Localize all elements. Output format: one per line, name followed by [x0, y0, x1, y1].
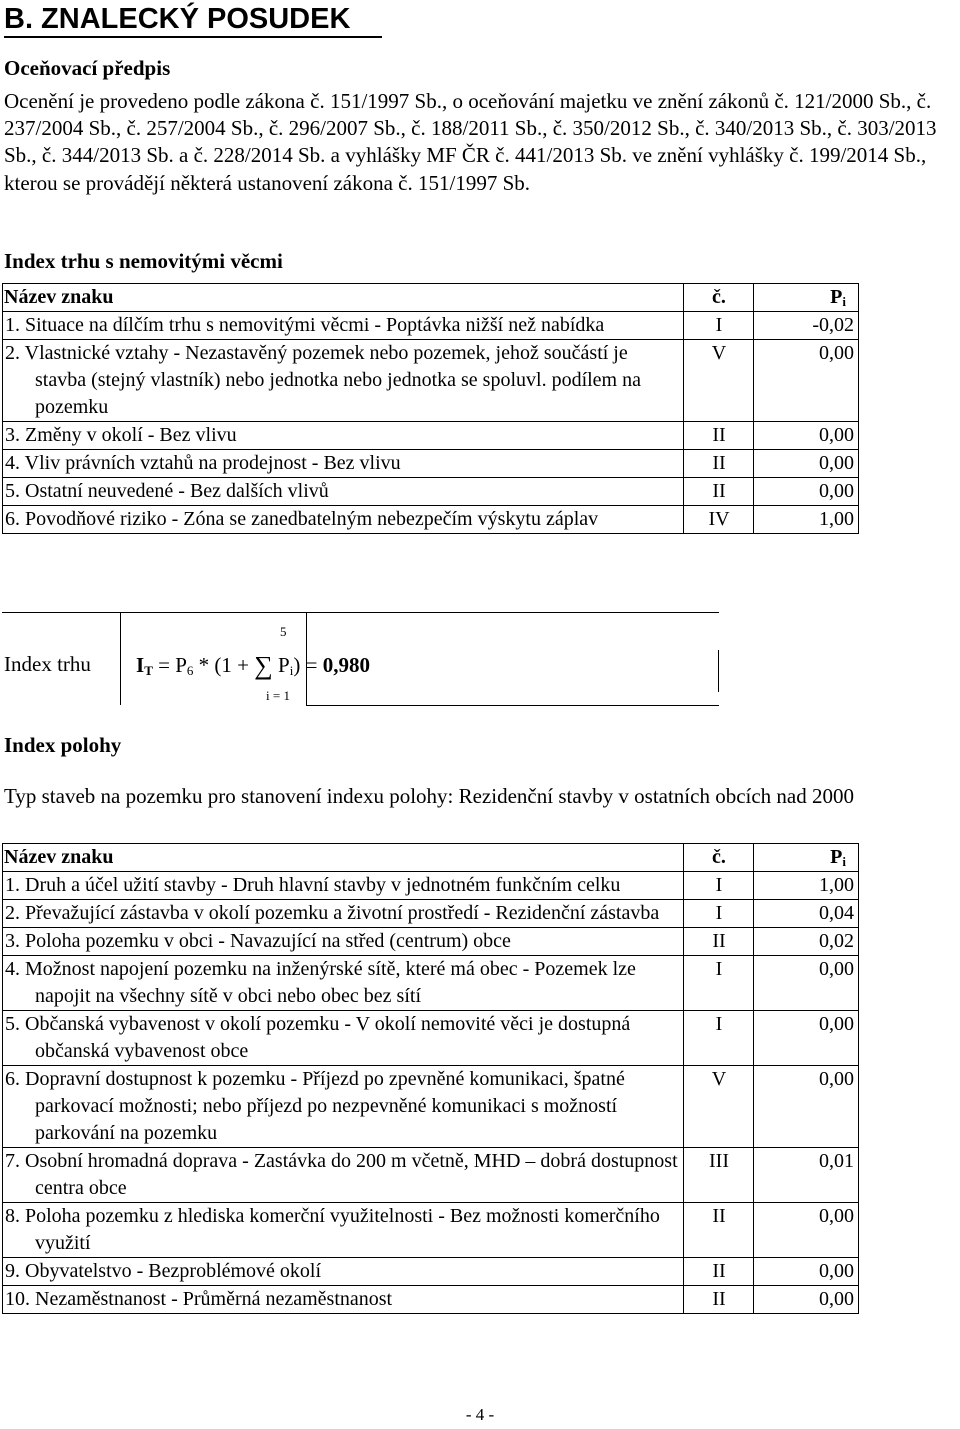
table-row: [3, 478, 859, 506]
table-row: [3, 1148, 859, 1203]
row-value: 0,00: [754, 422, 859, 450]
row-value: 0,02: [754, 928, 859, 956]
table-row: [3, 340, 859, 422]
header-no: č.: [684, 284, 754, 312]
index-trhu-title: Index trhu s nemovitými věcmi: [4, 249, 283, 273]
row-no: II: [684, 928, 754, 956]
row-name: 1. Druh a účel užití stavby - Druh hlavní stavby v jednotném funkčním celku: [3, 872, 684, 900]
row-no: I: [684, 1011, 754, 1066]
sum-upper-limit: 5: [280, 624, 287, 639]
row-no: II: [684, 1203, 754, 1258]
index-polohy-title: Index polohy: [4, 733, 122, 757]
row-value: 0,01: [754, 1148, 859, 1203]
index-trhu-result: 0,980: [322, 653, 370, 677]
table-row: [3, 928, 859, 956]
row-no: I: [684, 900, 754, 928]
row-name: 6. Povodňové riziko - Zóna se zanedbatelným nebezpečím výskytu záplav: [3, 506, 684, 534]
row-name: 5. Občanská vybavenost v okolí pozemku - V okolí nemovité věci je dostupná občanská vybavenost obce: [3, 1011, 684, 1066]
sum-lower-limit: i = 1: [266, 688, 290, 703]
index-polohy-table: [2, 843, 859, 1314]
row-no: I: [684, 312, 754, 340]
row-no: I: [684, 872, 754, 900]
table-row: [3, 422, 859, 450]
table-row: [3, 1203, 859, 1258]
row-value: -0,02: [754, 312, 859, 340]
table-header-row: [3, 844, 859, 872]
row-value: 1,00: [754, 506, 859, 534]
row-no: IV: [684, 506, 754, 534]
row-name: 2. Převažující zástavba v okolí pozemku a životní prostředí - Rezidenční zástavba: [3, 900, 684, 928]
row-no: V: [684, 1066, 754, 1148]
row-name: 10. Nezaměstnanost - Průměrná nezaměstnanost: [3, 1286, 684, 1314]
row-name: 3. Poloha pozemku v obci - Navazující na střed (centrum) obce: [3, 928, 684, 956]
row-value: 0,00: [754, 478, 859, 506]
row-no: II: [684, 1258, 754, 1286]
row-value: 1,00: [754, 872, 859, 900]
table-row: [3, 1258, 859, 1286]
row-name: 6. Dopravní dostupnost k pozemku - Příjezd po zpevněné komunikaci, špatné parkovací možnosti; nebo příjezd po nezpevněné komunikaci s možností parkování na pozemku: [3, 1066, 684, 1148]
header-p: $P_i$: [754, 844, 859, 872]
row-name: 8. Poloha pozemku z hlediska komerční využitelnosti - Bez možnosti komerčního využití: [3, 1203, 684, 1258]
table-row: [3, 450, 859, 478]
table-row: [3, 312, 859, 340]
section-heading: B. ZNALECKÝ POSUDEK: [4, 2, 382, 38]
oceneni-title: Oceňovací předpis: [4, 56, 171, 80]
table-row: [3, 1011, 859, 1066]
formula-top-line: [120, 612, 306, 613]
header-name: Název znaku: [3, 844, 684, 872]
index-trhu-formula: $I_T = P_6 * (1$ + ∑ $P_i) = 0,980$: [136, 651, 370, 680]
row-name: 1. Situace na dílčím trhu s nemovitými věcmi - Poptávka nižší než nabídka: [3, 312, 684, 340]
index-polohy-intro: Typ staveb na pozemku pro stanovení indexu polohy: Rezidenční stavby v ostatních obcích nad 2000: [4, 784, 855, 808]
row-value: 0,00: [754, 1066, 859, 1148]
header-name: Název znaku: [3, 284, 684, 312]
sigma-symbol: ∑: [254, 651, 273, 680]
row-value: 0,00: [754, 340, 859, 422]
formula-label: Index trhu: [4, 652, 91, 676]
row-value: 0,00: [754, 1011, 859, 1066]
row-no: II: [684, 1286, 754, 1314]
row-name: 4. Vliv právních vztahů na prodejnost - Bez vlivu: [3, 450, 684, 478]
row-no: II: [684, 478, 754, 506]
table-row: [3, 506, 859, 534]
row-value: 0,00: [754, 1258, 859, 1286]
row-no: I: [684, 956, 754, 1011]
oceneni-text: Ocenění je provedeno podle zákona č. 151/1997 Sb., o oceňování majetku ve znění zákonů č. 121/2000 Sb., č. 237/2004 Sb., č. 257/2004 Sb., č. 296/2007 Sb., č. 188/2011 Sb., č. 350/2012 Sb., č. 340/2013 Sb., č. 303/2013 Sb., č. 344/2013 Sb. a č. 228/2014 Sb. a vyhlášky MF ČR č. 441/2013 Sb. ve znění vyhlášky č. 199/2014 Sb., kterou se provádějí některá ustanovení zákona č. 151/1997 Sb.: [4, 89, 937, 195]
header-p: $P_i$: [754, 284, 859, 312]
table-header-row: [3, 284, 859, 312]
index-trhu-rows: [3, 312, 859, 534]
row-no: II: [684, 450, 754, 478]
row-name: 2. Vlastnické vztahy - Nezastavěný pozemek nebo pozemek, jehož součástí je stavba (stejný vlastník) nebo jednotka nebo jednotka se spoluvl. podílem na pozemku: [3, 340, 684, 422]
row-value: 0,04: [754, 900, 859, 928]
table-row: [3, 900, 859, 928]
index-polohy-rows: [3, 872, 859, 1314]
row-no: V: [684, 340, 754, 422]
row-value: 0,00: [754, 956, 859, 1011]
row-no: II: [684, 422, 754, 450]
header-no: č.: [684, 844, 754, 872]
table-row: [3, 956, 859, 1011]
table-row: [3, 1066, 859, 1148]
row-name: 7. Osobní hromadná doprava - Zastávka do 200 m včetně, MHD – dobrá dostupnost centra obce: [3, 1148, 684, 1203]
row-value: 0,00: [754, 1203, 859, 1258]
row-value: 0,00: [754, 1286, 859, 1314]
row-name: 5. Ostatní neuvedené - Bez dalších vlivů: [3, 478, 684, 506]
index-trhu-table: [2, 283, 859, 534]
table-row: [3, 1286, 859, 1314]
table-row: [3, 872, 859, 900]
row-name: 9. Obyvatelstvo - Bezproblémové okolí: [3, 1258, 684, 1286]
row-name: 4. Možnost napojení pozemku na inženýrské sítě, které má obec - Pozemek lze napojit na všechny sítě v obci nebo obec bez sítí: [3, 956, 684, 1011]
row-no: III: [684, 1148, 754, 1203]
page-number: - 4 -: [465, 1405, 495, 1424]
row-name: 3. Změny v okolí - Bez vlivu: [3, 422, 684, 450]
row-value: 0,00: [754, 450, 859, 478]
